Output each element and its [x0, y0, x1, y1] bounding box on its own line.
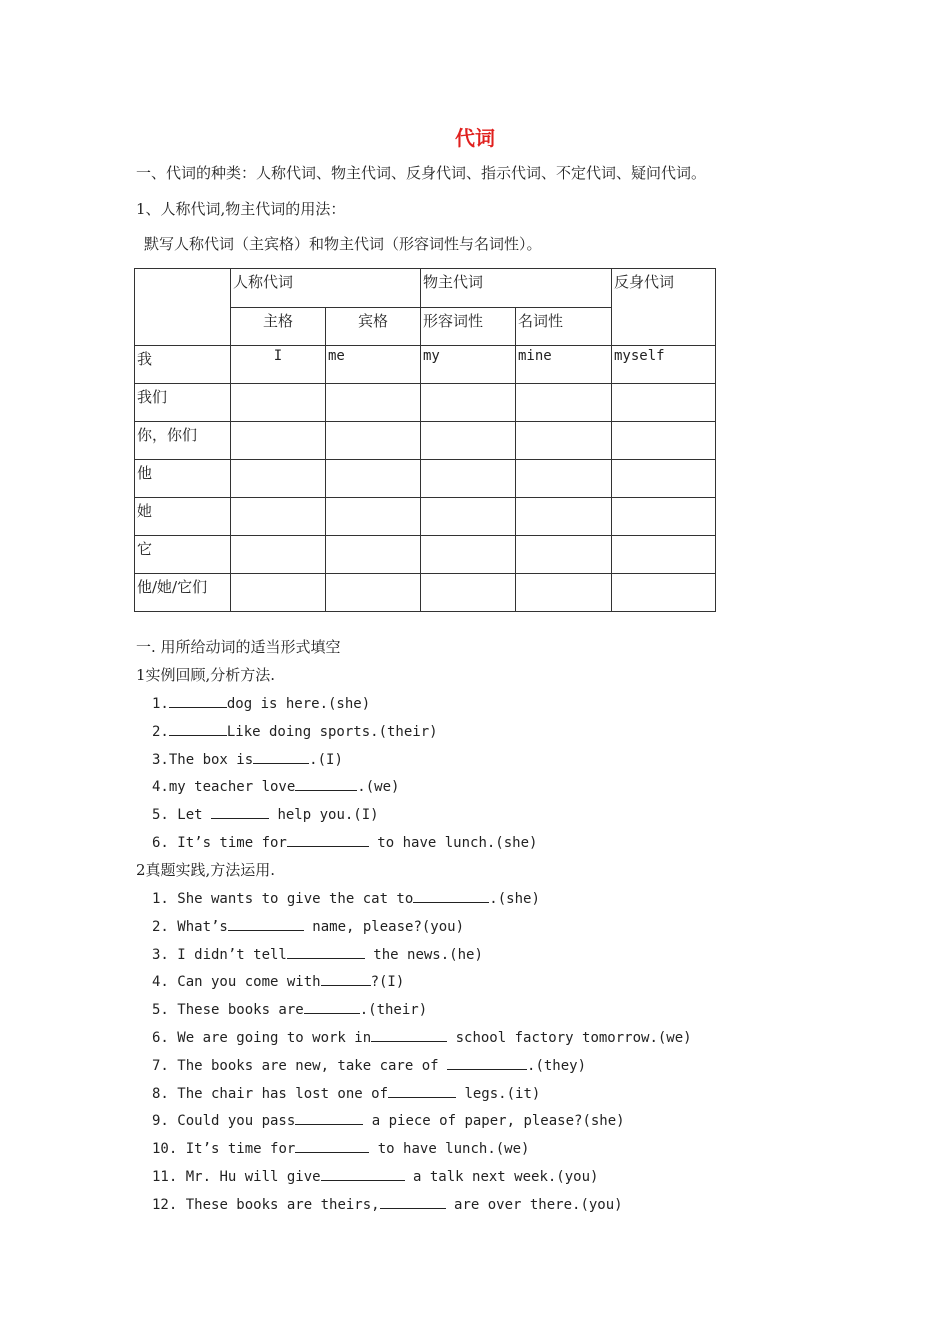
cell-object: me [326, 346, 421, 384]
item-text-before: my teacher love [168, 779, 296, 796]
item-number: 9. [152, 1113, 169, 1130]
item-text-after: .(we) [357, 779, 400, 796]
item-text-before: What’s [168, 918, 228, 935]
exercise-item [152, 832, 537, 853]
answer-blank[interactable] [388, 1083, 456, 1098]
cell-reflexive [612, 384, 716, 422]
item-number: 6. [152, 1030, 169, 1046]
answer-blank[interactable] [380, 1194, 446, 1209]
row-label: 我们 [135, 384, 231, 422]
answer-blank[interactable] [321, 971, 371, 986]
item-text-before: The books are new, take care of [168, 1057, 448, 1074]
exercise-heading: 一. 用所给动词的适当形式填空 [136, 638, 341, 656]
item-text-after: a piece of paper, please?(she) [363, 1113, 625, 1130]
exercise-item [152, 1194, 623, 1215]
cell-object [326, 498, 421, 536]
table-corner-cell [135, 269, 231, 346]
item-number: 7. [152, 1057, 169, 1074]
header-object: 宾格 [326, 307, 421, 346]
cell-reflexive: myself [612, 346, 716, 384]
item-text-before: The chair has lost one of [168, 1085, 389, 1102]
answer-blank[interactable] [295, 776, 357, 791]
item-text-after: to have lunch.(she) [368, 835, 538, 851]
item-text-after: ?(I) [370, 974, 405, 991]
item-text-after: the news.(he) [364, 946, 483, 963]
row-label: 他/她/它们 [135, 574, 231, 612]
answer-blank[interactable] [169, 721, 227, 736]
cell-subject [231, 498, 326, 536]
exercise-item [152, 971, 404, 992]
item-text-after: Like doing sports.(their) [226, 723, 438, 740]
cell-reflexive [612, 574, 716, 612]
item-text-after: school factory tomorrow.(we) [447, 1030, 692, 1046]
row-label: 他 [135, 460, 231, 498]
item-text-before: She wants to give the cat to [168, 891, 414, 907]
item-text-before: These books are [168, 1002, 304, 1019]
cell-noun [516, 498, 612, 536]
cell-noun [516, 536, 612, 574]
cell-object [326, 384, 421, 422]
header-personal: 人称代词 [231, 269, 421, 308]
cell-adjective [421, 422, 516, 460]
intro-text: 一、代词的种类：人称代词、物主代词、反身代词、指示代词、不定代词、疑问代词。 [136, 164, 707, 182]
cell-noun [516, 574, 612, 612]
item-number: 12. [152, 1196, 178, 1213]
table-row [135, 346, 716, 384]
item-number: 2. [152, 723, 169, 740]
item-number: 5. [152, 1002, 169, 1019]
part1-heading: 1实例回顾,分析方法. [136, 666, 276, 684]
item-number: 2. [152, 918, 169, 935]
item-text-after: name, please?(you) [303, 918, 465, 935]
item-text-after: legs.(it) [456, 1085, 541, 1102]
cell-reflexive [612, 422, 716, 460]
item-number: 1. [152, 891, 169, 907]
item-number: 10. [152, 1141, 178, 1158]
exercise-item [152, 1083, 540, 1104]
exercise-item [152, 888, 540, 909]
cell-adjective: my [421, 346, 516, 384]
cell-subject [231, 536, 326, 574]
header-possessive: 物主代词 [421, 269, 612, 308]
table-row [135, 574, 716, 612]
item-number: 11. [152, 1169, 178, 1185]
page-title: 代词 [455, 126, 495, 150]
item-text-before: Can you come with [168, 974, 321, 991]
exercise-item [152, 1055, 586, 1076]
part2-heading: 2真题实践,方法运用. [136, 861, 276, 879]
cell-object [326, 574, 421, 612]
item-text-before: We are going to work in [168, 1030, 372, 1046]
cell-object [326, 536, 421, 574]
cell-adjective [421, 574, 516, 612]
item-number: 4. [152, 974, 169, 991]
table-row [135, 384, 716, 422]
item-text-before: The box is [168, 751, 254, 768]
item-text-before: Let [168, 807, 212, 824]
exercise-item [152, 804, 379, 825]
row-label: 你，你们 [135, 422, 231, 460]
table-row [135, 422, 716, 460]
cell-reflexive [612, 498, 716, 536]
header-noun: 名词性 [516, 307, 612, 346]
item-text-before: I didn’t tell [168, 946, 287, 963]
header-subject: 主格 [231, 307, 326, 346]
cell-subject [231, 574, 326, 612]
cell-subject [231, 422, 326, 460]
cell-subject [231, 384, 326, 422]
row-label: 我 [135, 346, 231, 384]
item-text-after: .(their) [359, 1002, 428, 1019]
answer-blank[interactable] [295, 1110, 363, 1125]
item-text-before: It’s time for [177, 1141, 296, 1158]
answer-blank[interactable] [169, 693, 227, 708]
header-reflexive: 反身代词 [612, 269, 716, 346]
table-row [135, 498, 716, 536]
item-text-after: help you.(I) [269, 807, 379, 824]
cell-adjective [421, 498, 516, 536]
exercise-item [152, 1027, 692, 1048]
cell-noun [516, 384, 612, 422]
item-number: 1. [152, 696, 169, 712]
exercise-item [152, 999, 427, 1020]
exercise-item [152, 916, 464, 937]
cell-subject: I [231, 346, 326, 384]
item-number: 3. [152, 751, 169, 768]
answer-blank[interactable] [228, 916, 304, 931]
item-text-after: .(they) [527, 1057, 587, 1074]
item-text-after: to have lunch.(we) [369, 1141, 530, 1158]
pronoun-table [134, 268, 716, 612]
exercise-item [152, 693, 370, 714]
cell-object [326, 460, 421, 498]
exercise-item [152, 749, 343, 770]
item-text-after: a talk next week.(you) [404, 1169, 599, 1185]
item-text-after: .(I) [309, 751, 343, 768]
item-number: 5. [152, 807, 169, 824]
row-label: 它 [135, 536, 231, 574]
answer-blank[interactable] [371, 1027, 447, 1042]
cell-reflexive [612, 460, 716, 498]
exercise-item [152, 1166, 598, 1187]
cell-noun [516, 422, 612, 460]
table-row [135, 536, 716, 574]
item-number: 3. [152, 946, 169, 963]
item-text-before: These books are theirs, [177, 1196, 380, 1213]
answer-blank[interactable] [253, 749, 309, 764]
item-number: 4. [152, 779, 169, 796]
answer-blank[interactable] [287, 944, 365, 959]
answer-blank[interactable] [413, 888, 489, 903]
cell-subject [231, 460, 326, 498]
cell-object [326, 422, 421, 460]
answer-blank[interactable] [321, 1166, 405, 1181]
exercise-item [152, 776, 399, 797]
item-number: 6. [152, 835, 169, 851]
exercise-item [152, 1138, 529, 1159]
item-text-before: It’s time for [168, 835, 287, 851]
answer-blank[interactable] [287, 832, 369, 847]
answer-blank[interactable] [295, 1138, 369, 1153]
exercise-item [152, 1110, 625, 1131]
item-text-before: Could you pass [168, 1113, 296, 1130]
cell-noun [516, 460, 612, 498]
cell-adjective [421, 384, 516, 422]
exercise-item [152, 944, 483, 965]
cell-adjective [421, 536, 516, 574]
answer-blank[interactable] [304, 999, 360, 1014]
header-adjective: 形容词性 [421, 307, 516, 346]
item-number: 8. [152, 1085, 169, 1102]
instruction-text: 默写人称代词（主宾格）和物主代词（形容词性与名词性）。 [144, 235, 542, 253]
answer-blank[interactable] [447, 1055, 527, 1070]
table-row [135, 460, 716, 498]
item-text-after: .(she) [489, 891, 540, 907]
row-label: 她 [135, 498, 231, 536]
cell-noun: mine [516, 346, 612, 384]
item-text-before: Mr. Hu will give [177, 1169, 321, 1185]
item-text-after: dog is here.(she) [226, 696, 371, 712]
exercise-item [152, 721, 438, 742]
cell-adjective [421, 460, 516, 498]
section-heading: 1、人称代词,物主代词的用法： [136, 200, 346, 218]
answer-blank[interactable] [211, 804, 269, 819]
cell-reflexive [612, 536, 716, 574]
item-text-after: are over there.(you) [445, 1196, 623, 1213]
